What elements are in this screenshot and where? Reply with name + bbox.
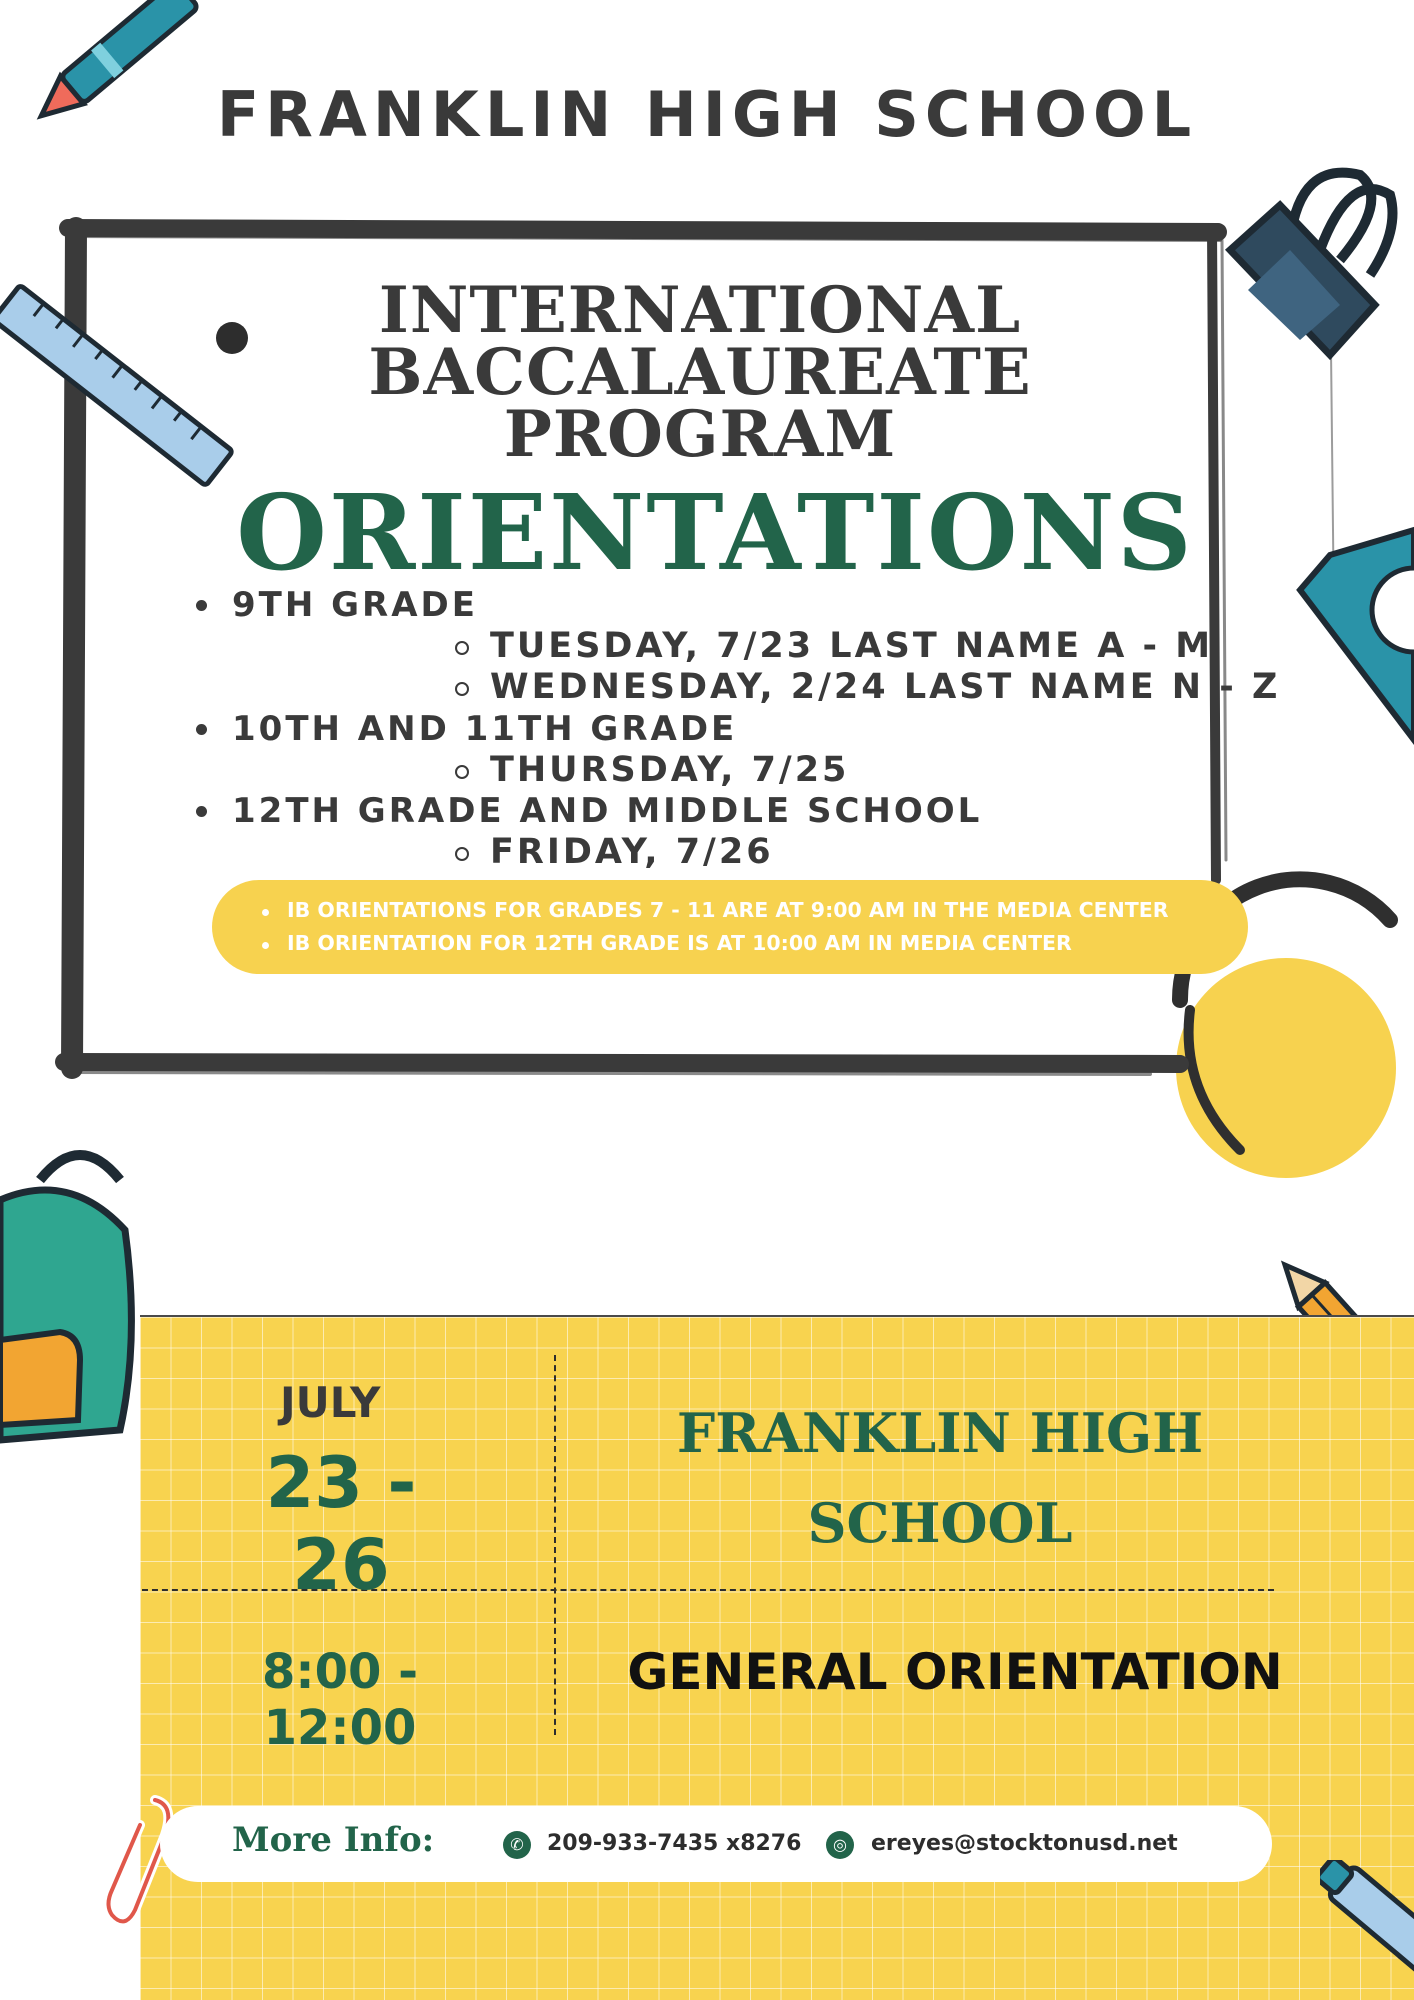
time-note-box — [212, 880, 1248, 974]
note-bullet — [262, 942, 269, 949]
pen-icon — [1320, 1860, 1414, 2000]
protractor-icon — [1300, 530, 1414, 740]
title-line-program: PROGRAM — [503, 397, 897, 472]
event-date-range: 23 - 26 — [265, 1442, 417, 1606]
panel-divider-top — [140, 1315, 1414, 1317]
grade-12-ms-session-1: FRIDAY, 7/26 — [490, 832, 774, 872]
note-grades-7-11: IB ORIENTATIONS FOR GRADES 7 - 11 ARE AT 9:00 AM IN THE MEDIA CENTER — [287, 898, 1169, 922]
grade-10-11-session-1: THURSDAY, 7/25 — [490, 750, 850, 790]
event-name: GENERAL ORIENTATION — [627, 1643, 1283, 1701]
school-name-header: FRANKLIN HIGH SCHOOL — [216, 78, 1198, 151]
sub-bullet-ring — [455, 765, 469, 779]
event-time-range: 8:00 - 12:00 — [261, 1644, 419, 1756]
sub-bullet-ring — [455, 682, 469, 696]
ruler-icon — [0, 285, 233, 486]
backpack-icon — [0, 1155, 131, 1440]
title-line-international: INTERNATIONAL — [378, 273, 1022, 348]
event-venue — [620, 1388, 1260, 1568]
venue-line-2: SCHOOL — [807, 1491, 1073, 1555]
bullet-dot — [196, 806, 207, 817]
note-bullet — [262, 909, 269, 916]
grade-9-session-2: WEDNESDAY, 2/24 LAST NAME N - Z — [490, 667, 1281, 707]
venue-line-1: FRANKLIN HIGH — [676, 1401, 1204, 1465]
more-info-label: More Info: — [232, 1820, 435, 1860]
note-grade-12: IB ORIENTATION FOR 12TH GRADE IS AT 10:00 AM IN MEDIA CENTER — [287, 931, 1072, 955]
grade-10-11-label: 10TH AND 11TH GRADE — [232, 709, 738, 749]
sub-bullet-ring — [455, 847, 469, 861]
contact-phone[interactable]: 209-933-7435 x8276 — [547, 1831, 802, 1856]
grade-9-label: 9TH GRADE — [232, 585, 478, 625]
vertical-divider — [554, 1355, 556, 1735]
globe-icon: ◎ — [826, 1831, 854, 1859]
sub-bullet-ring — [455, 641, 469, 655]
title-line-baccalaureate: BACCALAUREATE — [368, 335, 1032, 410]
grade-9-session-1: TUESDAY, 7/23 LAST NAME A - M — [490, 626, 1214, 666]
phone-icon: ✆ — [503, 1831, 531, 1859]
bullet-dot — [196, 600, 207, 611]
event-month: JULY — [280, 1378, 381, 1427]
orientations-title: ORIENTATIONS — [236, 471, 1194, 594]
binder-clip-icon — [1230, 173, 1393, 355]
contact-email[interactable]: ereyes@stocktonusd.net — [871, 1831, 1178, 1856]
grade-12-ms-label: 12TH GRADE AND MIDDLE SCHOOL — [232, 791, 983, 831]
bullet-dot — [196, 724, 207, 735]
